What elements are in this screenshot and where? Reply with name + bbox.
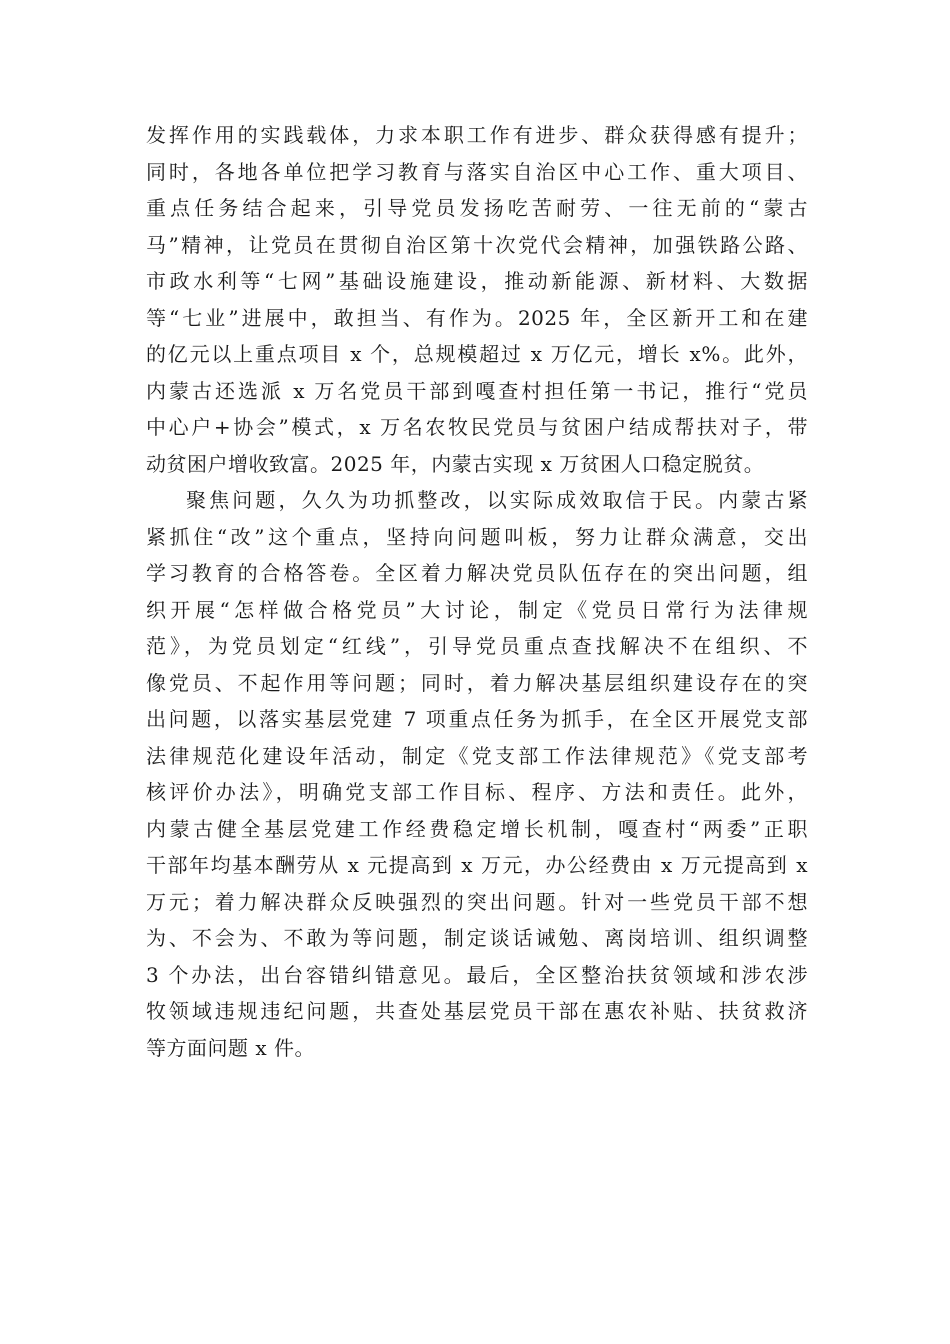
text-line: 核评价办法》，明确党支部工作目标、程序、方法和责任。此外，	[146, 780, 808, 804]
paragraph-2	[146, 482, 808, 1066]
text-line: 3 个办法，出台容错纠错意见。最后，全区整治扶贫领域和涉农涉	[146, 962, 808, 987]
text-line: 出问题，以落实基层党建 7 项重点任务为抓手，在全区开展党支部	[146, 707, 808, 731]
text-line: 像党员、不起作用等问题；同时，着力解决基层组织建设存在的突	[146, 670, 808, 695]
text-line: 内蒙古还选派 x 万名党员干部到嘎查村担任第一书记，推行“党员	[146, 378, 808, 403]
text-line: 发挥作用的实践载体，力求本职工作有进步、群众获得感有提升；	[146, 123, 808, 147]
document-body	[146, 117, 808, 1066]
text-line: 动贫困户增收致富。2025 年，内蒙古实现 x 万贫困人口稳定脱贫。	[146, 451, 765, 476]
text-line: 法律规范化建设年活动，制定《党支部工作法律规范》《党支部考	[146, 743, 808, 768]
text-line: 同时，各地各单位把学习教育与落实自治区中心工作、重大项目、	[146, 159, 808, 184]
text-line: 范》，为党员划定“红线”，引导党员重点查找解决不在组织、不	[146, 634, 808, 658]
text-line: 牧领域违规违纪问题，共查处基层党员干部在惠农补贴、扶贫救济	[146, 999, 808, 1023]
text-line: 聚焦问题，久久为功抓整改，以实际成效取信于民。内蒙古紧	[186, 488, 808, 512]
text-line: 中心户+协会”模式，x 万名农牧民党员与贫困户结成帮扶对子，带	[146, 415, 808, 439]
text-line: 等“七业”进展中，敢担当、有作为。2025 年，全区新开工和在建	[146, 305, 808, 330]
text-line: 内蒙古健全基层党建工作经费稳定增长机制，嘎查村“两委”正职	[146, 816, 808, 841]
text-line: 学习教育的合格答卷。全区着力解决党员队伍存在的突出问题，组	[146, 561, 808, 585]
text-line: 重点任务结合起来，引导党员发扬吃苦耐劳、一往无前的“蒙古	[146, 196, 808, 220]
text-line: 市政水利等“七网”基础设施建设，推动新能源、新材料、大数据	[146, 269, 808, 293]
text-line: 干部年均基本酬劳从 x 元提高到 x 万元，办公经费由 x 万元提高到 x	[146, 853, 808, 877]
text-line: 等方面问题 x 件。	[146, 1035, 315, 1060]
text-line: 万元；着力解决群众反映强烈的突出问题。针对一些党员干部不想	[146, 889, 808, 914]
text-line: 紧抓住“改”这个重点，坚持向问题叫板，努力让群众满意，交出	[146, 524, 808, 549]
paragraph-1	[146, 117, 808, 482]
text-line: 为、不会为、不敢为等问题，制定谈话诫勉、离岗培训、组织调整	[146, 926, 808, 950]
text-line: 的亿元以上重点项目 x 个，总规模超过 x 万亿元，增长 x%。此外，	[146, 342, 808, 366]
text-line: 织开展“怎样做合格党员”大讨论，制定《党员日常行为法律规	[146, 597, 808, 622]
text-line: 马”精神，让党员在贯彻自治区第十次党代会精神，加强铁路公路、	[146, 232, 808, 257]
